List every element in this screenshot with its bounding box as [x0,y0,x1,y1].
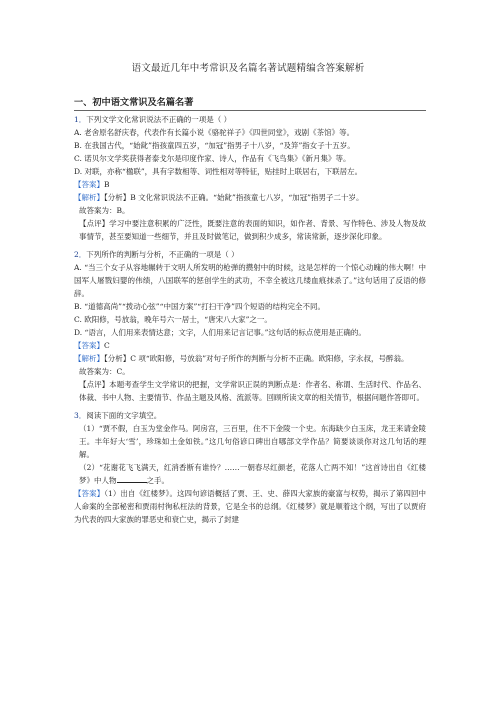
question-3-number: 3． [74,411,87,420]
question-1-option-c: C. 诺贝尔文学奖获得者泰戈尔是印度作家、诗人，作品有《飞鸟集》《新月集》等。 [74,154,351,163]
question-1-comment: 【点评】学习中要注意积累的广泛性，既要注意的表面的知识，如作者、背景、写作特色、涉及人物及故事情节，甚至要知道一些细节，并且及时做笔记，做到积少成多，常读常新，逐步深化印象。 [79,219,426,241]
question-2-option-d: D. “语言，人们用来表情达意；文字，人们用来记言记事。”这句话的标点使用是正确的。 [74,328,366,337]
question-2-comment: 【点评】本题考查学生文学常识的把握，文学常识正误的判断点是：作者名、称谓、生活时代、作品名、体裁、书中人物、主要情节、作品主题及风格、流派等。回顾所读文章的相关情节，根据问题作答即可。 [79,380,426,402]
section-divider [74,110,426,111]
question-1-option-b: B. 在我国古代，“始龀”指孩童四五岁，“加冠”指男子十八岁，“及笄”指女子十五岁。 [74,141,355,150]
question-2-answer: 【答案】C [74,341,110,350]
question-3-part-2: （2）“花谢花飞飞满天，红消香断有谁怜？……一朝春尽红颜老，花落人亡两不知！”这首诗出自《红楼梦》中人物 之手。 [79,463,426,485]
question-2-option-b: B. “道德高尚”“拨动心弦”“中国方案”“打扫干净”四个短语的结构完全不同。 [74,302,325,311]
question-2 [74,248,426,404]
fill-in-blank [117,474,147,483]
answer-tag: 【答案】 [74,341,104,350]
question-1-analysis: 【解析】【分析】B 文化常识说法不正确。“始龀”指孩童七八岁，“加冠”指男子二十岁。 [74,193,364,202]
question-2-option-a: A. “当三个女子从容地辗转于文明人所发明的枪弹的攒射中的时候，这是怎样的一个惊心动魄的伟大啊！中国军人屠戮妇婴的伟绩，八国联军的惩创学生的武功，不幸全被这几缕血痕抹杀了。”这句话用了反语的修辞。 [74,263,426,298]
question-1-option-d: D. 对联，亦称“楹联”，具有字数相等、词性相对等特征，贴挂时上联居右，下联居左。 [74,167,363,176]
question-1-conclusion: 故答案为：B。 [79,206,130,215]
question-3 [74,409,426,526]
question-1 [74,113,426,243]
section-heading: 一、初中语文常识及名篇名著 [74,97,194,108]
question-2-conclusion: 故答案为：C。 [79,367,130,376]
question-2-analysis: 【解析】【分析】C 项“欧阳修，号放翁”对句子所作的判断与分析不正确。欧阳修，字永叔，号醉翁。 [74,354,409,363]
analysis-tag: 【解析】 [74,354,104,363]
analysis-tag: 【解析】 [74,193,104,202]
question-3-answer: 【答案】（1）出自《红楼梦》。这四句谚语概括了贾、王、史、薛四大家族的豪富与权势，揭示了第四回中人命案的全部秘密和贾雨村徇私枉法的背景，它是全书的总纲。《红楼梦》就是顺着这个纲，写出了以贾府为代表的四大家族的罪恶史和衰亡史，揭示了封建 [74,489,427,524]
question-1-answer: 【答案】B [74,180,110,189]
question-1-option-a: A. 老舍原名舒庆春，代表作有长篇小说《骆驼祥子》《四世同堂》，戏剧《茶馆》等。 [74,128,355,137]
question-1-stem: 1．下列文学文化常识说法不正确的一项是（ ） [74,115,232,124]
question-3-stem: 3．阅读下面的文字填空。 [74,411,162,420]
answer-tag: 【答案】 [74,489,105,498]
question-2-option-c: C. 欧阳修，号放翁，晚年号六一居士，“唐宋八大家”之一。 [74,315,272,324]
question-2-stem: 2．下列所作的判断与分析，不正确的一项是（ ） [74,250,239,259]
question-1-number: 1． [74,115,87,124]
question-3-part-1: （1）“贾不假，白玉为堂金作马。阿房宫，三百里，住不下金陵一个史。东海缺少白玉床，龙王来请金陵王。丰年好大‘雪’，珍珠如土金如铁。”这几句俗谚口碑出自哪部文学作品？简要谈谈你对这几句话的理解。 [79,424,426,459]
answer-tag: 【答案】 [74,180,104,189]
document-title: 语文最近几年中考常识及名篇名著试题精编含答案解析 [131,63,365,74]
document-content [74,97,426,526]
question-2-number: 2． [74,250,87,259]
